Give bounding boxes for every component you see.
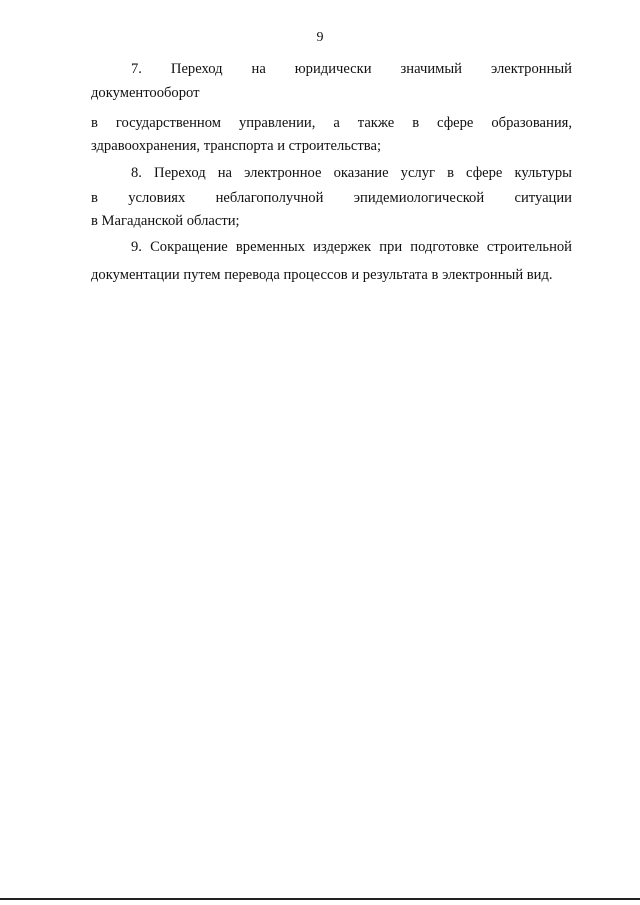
item-8-line-2: в условиях неблагополучной эпидемиологической ситуации <box>91 190 572 206</box>
item-8-line-1: 8. Переход на электронное оказание услуг в сфере культуры <box>131 165 572 181</box>
item-7-line-3: в государственном управлении, а также в сфере образования, <box>91 115 572 131</box>
item-7-line-1: 7. Переход на юридически значимый электронный <box>131 61 572 77</box>
item-9-line-1: 9. Сокращение временных издержек при подготовке строительной <box>131 239 572 255</box>
bottom-edge-rule <box>0 898 640 900</box>
item-7-line-4: здравоохранения, транспорта и строительства; <box>91 138 381 154</box>
item-9-line-2: документации путем перевода процессов и результата в электронный вид. <box>91 267 553 283</box>
item-8-line-3: в Магаданской области; <box>91 213 240 229</box>
item-7-line-2: документооборот <box>91 85 200 101</box>
page-number: 9 <box>316 30 324 45</box>
